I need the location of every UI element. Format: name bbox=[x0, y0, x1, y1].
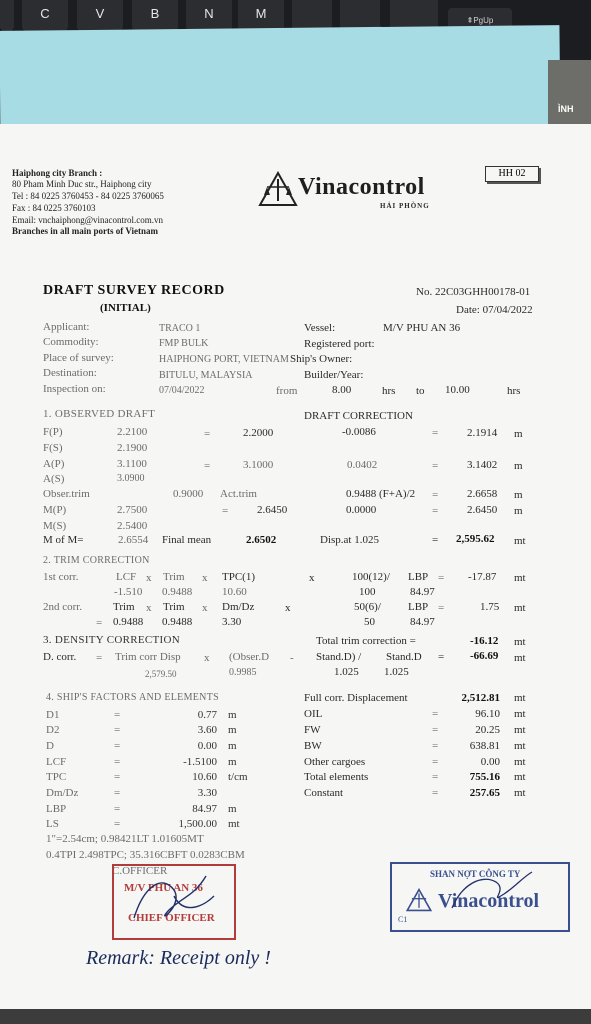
vessel-label: Vessel: bbox=[304, 322, 336, 334]
equals: = bbox=[222, 505, 229, 517]
factor-label: TPC bbox=[46, 771, 67, 783]
ap-label: A(P) bbox=[43, 458, 65, 470]
mid-correction: 0.0000 bbox=[346, 504, 377, 516]
element-unit: mt bbox=[514, 724, 526, 736]
equals: = bbox=[114, 756, 121, 768]
equals: = bbox=[432, 505, 439, 517]
factor-value: -1.5100 bbox=[183, 756, 217, 768]
company-logo bbox=[258, 171, 298, 212]
keyboard-key-b: B bbox=[132, 0, 178, 32]
factor-unit: m bbox=[228, 803, 237, 815]
conversion-line: 0.4TPI 2.498TPC; 35.316CBFT 0.0283CBM bbox=[46, 849, 245, 861]
factor-label: Dm/Dz bbox=[46, 787, 79, 799]
section-title: 2. TRIM CORRECTION bbox=[43, 555, 150, 566]
element-label: FW bbox=[304, 724, 321, 736]
factor-value: 0.77 bbox=[197, 709, 217, 721]
destination-label: Destination: bbox=[43, 367, 97, 379]
equals: = bbox=[204, 460, 211, 472]
element-label: Total elements bbox=[304, 771, 369, 783]
unit: mt bbox=[514, 535, 526, 547]
branch-line: Fax : 84 0225 3760103 bbox=[12, 203, 96, 213]
keyboard-key-m: M bbox=[238, 0, 284, 32]
keyboard-key-c: C bbox=[22, 0, 68, 32]
total-trim-label: Total trim correction = bbox=[316, 635, 416, 647]
act-trim-label: Act.trim bbox=[220, 488, 257, 500]
branch-line: Tel : 84 0225 3760453 - 84 0225 3760065 bbox=[12, 191, 164, 201]
formula-term: Trim bbox=[163, 571, 185, 583]
element-unit: mt bbox=[514, 771, 526, 783]
branch-line: 80 Pham Minh Duc str., Haiphong city bbox=[12, 179, 152, 189]
ms-value: 2.5400 bbox=[117, 520, 148, 532]
factor-value: 1,500.00 bbox=[178, 818, 217, 830]
formula-value: 84.97 bbox=[410, 616, 435, 628]
element-unit: mt bbox=[514, 708, 526, 720]
form-code: HH 02 bbox=[485, 166, 539, 182]
vessel-stamp bbox=[112, 864, 236, 940]
aft-correction: 0.0402 bbox=[347, 459, 378, 471]
formula-value: 100 bbox=[359, 586, 376, 598]
fp-label: F(P) bbox=[43, 426, 63, 438]
logo-name: Vinacontrol bbox=[298, 174, 425, 200]
first-corr-value: -17.87 bbox=[468, 571, 497, 583]
unit: mt bbox=[514, 602, 526, 614]
record-subtitle: (INITIAL) bbox=[100, 302, 151, 314]
formula-value: -1.510 bbox=[114, 586, 143, 598]
equals: = bbox=[114, 787, 121, 799]
keyboard-key-n: N bbox=[186, 0, 232, 32]
keyboard-key-pgup: ⇞PgUp bbox=[448, 8, 512, 32]
formula-term: Stand.D bbox=[386, 651, 422, 663]
branch-line: Branches in all main ports of Vietnam bbox=[12, 226, 159, 236]
factor-unit: m bbox=[228, 724, 237, 736]
formula-value: 1.025 bbox=[384, 666, 409, 678]
as-value: 3.0900 bbox=[117, 473, 145, 484]
factor-unit: m bbox=[228, 709, 237, 721]
fp-value: 2.2100 bbox=[117, 426, 148, 438]
mp-label: M(P) bbox=[43, 504, 67, 516]
formula-term: LBP bbox=[408, 571, 429, 583]
second-corr-value: 1.75 bbox=[480, 601, 500, 613]
formula-value: 0.9488 bbox=[162, 586, 193, 598]
equals: = bbox=[96, 617, 103, 629]
section-title: 1. OBSERVED DRAFT bbox=[43, 408, 156, 420]
density-corr-value: -66.69 bbox=[470, 650, 499, 662]
factor-label: D1 bbox=[46, 709, 60, 721]
equals: = bbox=[204, 428, 211, 440]
formula-value: 50 bbox=[364, 616, 375, 628]
fore-mean: 2.2000 bbox=[243, 427, 274, 439]
from-value: 8.00 bbox=[332, 384, 352, 396]
density-corr-label: D. corr. bbox=[43, 651, 77, 663]
section-title: 4. SHIP'S FACTORS AND ELEMENTS bbox=[46, 692, 219, 703]
mid-mean: 2.6450 bbox=[257, 504, 288, 516]
formula-term: (Obser.D bbox=[229, 651, 270, 663]
mid-corrected: 2.6450 bbox=[467, 504, 498, 516]
element-value: 257.65 bbox=[469, 787, 500, 799]
formula-term: TPC(1) bbox=[222, 571, 255, 583]
formula-value: 10.60 bbox=[222, 586, 247, 598]
formula-term: Trim corr Disp bbox=[115, 651, 181, 663]
element-value: 0.00 bbox=[480, 756, 500, 768]
commodity-value: FMP BULK bbox=[159, 338, 209, 349]
formula-term: Trim bbox=[163, 601, 185, 613]
owner-label: Ship's Owner: bbox=[290, 353, 353, 365]
factor-label: LS bbox=[46, 818, 59, 830]
formula-value: 3.30 bbox=[222, 616, 242, 628]
destination-value: BITULU, MALAYSIA bbox=[159, 370, 253, 381]
factor-label: LBP bbox=[46, 803, 67, 815]
factor-value: 3.60 bbox=[197, 724, 217, 736]
final-mean-label: Final mean bbox=[162, 534, 212, 546]
formula-op: x bbox=[202, 602, 208, 614]
hrs-label: hrs bbox=[382, 385, 396, 397]
equals: = bbox=[114, 709, 121, 721]
total-trim-value: -16.12 bbox=[470, 635, 499, 647]
element-unit: mt bbox=[514, 692, 526, 704]
element-value: 20.25 bbox=[475, 724, 500, 736]
equals: = bbox=[432, 787, 439, 799]
formula-value: 2,579.50 bbox=[145, 669, 177, 679]
displacement-label: Disp.at 1.025 bbox=[320, 534, 379, 546]
equals: = bbox=[432, 489, 439, 501]
vinacontrol-stamp bbox=[390, 862, 570, 932]
formula-op: x bbox=[285, 602, 291, 614]
factor-value: 3.30 bbox=[197, 787, 217, 799]
fore-aft-mean: 2.6658 bbox=[467, 488, 498, 500]
equals: = bbox=[432, 756, 439, 768]
equals: = bbox=[114, 724, 121, 736]
section-title: 3. DENSITY CORRECTION bbox=[43, 634, 180, 646]
as-label: A(S) bbox=[43, 473, 65, 485]
element-label: BW bbox=[304, 740, 322, 752]
stamp-text: SHAN NỢT CÔNG TY bbox=[430, 869, 521, 879]
place-value: HAIPHONG PORT, VIETNAM bbox=[159, 354, 289, 365]
formula-op: x bbox=[204, 652, 210, 664]
mom-label: M of M= bbox=[43, 534, 84, 546]
fs-value: 2.1900 bbox=[117, 442, 148, 454]
equals: = bbox=[438, 572, 445, 584]
from-label: from bbox=[276, 385, 298, 397]
unit: mt bbox=[514, 572, 526, 584]
draft-survey-sheet bbox=[0, 124, 591, 1009]
vessel-value: M/V PHU AN 36 bbox=[383, 322, 461, 334]
obser-trim-value: 0.9000 bbox=[173, 488, 204, 500]
formula-value: 0.9488 bbox=[113, 616, 144, 628]
keyboard-key bbox=[0, 0, 14, 32]
mom-value: 2.6554 bbox=[118, 534, 149, 546]
unit: m bbox=[514, 505, 523, 517]
record-date: Date: 07/04/2022 bbox=[456, 304, 533, 316]
signature bbox=[114, 866, 234, 938]
element-label: Full corr. Displacement bbox=[304, 692, 408, 704]
draft-correction-title: DRAFT CORRECTION bbox=[304, 410, 413, 422]
formula-term: Stand.D) / bbox=[316, 651, 362, 663]
registered-port-label: Registered port: bbox=[304, 338, 375, 350]
factor-unit: m bbox=[228, 756, 237, 768]
fore-corrected: 2.1914 bbox=[467, 427, 498, 439]
element-value: 755.16 bbox=[469, 771, 500, 783]
equals: = bbox=[432, 724, 439, 736]
record-number: No. 22C03GHH00178-01 bbox=[416, 286, 531, 298]
builder-label: Builder/Year: bbox=[304, 369, 364, 381]
equals: = bbox=[114, 818, 121, 830]
obser-trim-label: Obser.trim bbox=[43, 488, 90, 500]
final-mean-value: 2.6502 bbox=[246, 534, 277, 546]
ap-value: 3.1100 bbox=[117, 458, 147, 470]
formula-op: x bbox=[309, 572, 315, 584]
to-label: to bbox=[416, 385, 425, 397]
mp-value: 2.7500 bbox=[117, 504, 148, 516]
signature bbox=[392, 864, 568, 930]
formula-term: 50(6)/ bbox=[354, 601, 381, 613]
equals: = bbox=[114, 803, 121, 815]
unit: m bbox=[514, 460, 523, 472]
equals: = bbox=[96, 652, 103, 664]
element-value: 638.81 bbox=[469, 740, 500, 752]
second-corr-label: 2nd corr. bbox=[43, 601, 83, 613]
act-trim-value: 0.9488 (F+A)/2 bbox=[346, 488, 416, 500]
element-value: 96.10 bbox=[475, 708, 500, 720]
first-corr-label: 1st corr. bbox=[43, 571, 79, 583]
formula-op: x bbox=[146, 602, 152, 614]
side-sheet-text: ÌNH bbox=[558, 104, 574, 114]
unit: m bbox=[514, 428, 523, 440]
fs-label: F(S) bbox=[43, 442, 63, 454]
keyboard-key-v: V bbox=[77, 0, 123, 32]
factor-value: 0.00 bbox=[197, 740, 217, 752]
equals: = bbox=[438, 602, 445, 614]
factor-unit: mt bbox=[228, 818, 240, 830]
factor-value: 84.97 bbox=[192, 803, 217, 815]
record-title: DRAFT SURVEY RECORD bbox=[43, 283, 225, 298]
stamp-logo-text: Vinacontrol bbox=[438, 890, 540, 912]
element-unit: mt bbox=[514, 740, 526, 752]
factor-unit: t/cm bbox=[228, 771, 248, 783]
factor-label: LCF bbox=[46, 756, 67, 768]
formula-term: LBP bbox=[408, 601, 429, 613]
officer-label: C.OFFICER bbox=[112, 865, 168, 877]
aft-corrected: 3.1402 bbox=[467, 459, 498, 471]
branch-line: Haiphong city Branch : bbox=[12, 168, 103, 178]
stamp-text: C1 bbox=[398, 915, 408, 924]
factor-unit: m bbox=[228, 740, 237, 752]
formula-value: 0.9488 bbox=[162, 616, 193, 628]
formula-op: - bbox=[290, 652, 294, 664]
equals: = bbox=[114, 740, 121, 752]
equals: = bbox=[438, 651, 445, 663]
inspection-date: 07/04/2022 bbox=[159, 385, 205, 396]
formula-term: Dm/Dz bbox=[222, 601, 255, 613]
unit: mt bbox=[514, 652, 526, 664]
bottom-shadow bbox=[0, 1009, 591, 1024]
element-label: Other cargoes bbox=[304, 756, 366, 768]
factor-label: D2 bbox=[46, 724, 60, 736]
element-label: Constant bbox=[304, 787, 344, 799]
equals: = bbox=[114, 771, 121, 783]
hrs-label: hrs bbox=[507, 385, 521, 397]
commodity-label: Commodity: bbox=[43, 336, 99, 348]
factor-label: D bbox=[46, 740, 54, 752]
equals: = bbox=[432, 771, 439, 783]
formula-value: 1.025 bbox=[334, 666, 359, 678]
place-label: Place of survey: bbox=[43, 352, 114, 364]
handwritten-remark: Remark: Receipt only ! bbox=[86, 947, 271, 969]
scale-icon bbox=[258, 171, 298, 207]
unit: m bbox=[514, 489, 523, 501]
conversion-line: 1"=2.54cm; 0.98421LT 1.01605MT bbox=[46, 833, 204, 845]
equals: = bbox=[432, 460, 439, 472]
aft-mean: 3.1000 bbox=[243, 459, 274, 471]
branch-line: Email: vnchaiphong@vinacontrol.com.vn bbox=[12, 215, 164, 225]
equals: = bbox=[432, 708, 439, 720]
element-unit: mt bbox=[514, 756, 526, 768]
logo-subtitle: HẢI PHÒNG bbox=[380, 202, 430, 210]
formula-term: 100(12)/ bbox=[352, 571, 390, 583]
equals: = bbox=[432, 740, 439, 752]
element-label: OIL bbox=[304, 708, 323, 720]
to-value: 10.00 bbox=[445, 384, 470, 396]
formula-op: x bbox=[202, 572, 208, 584]
ms-label: M(S) bbox=[43, 520, 67, 532]
equals: = bbox=[432, 534, 439, 546]
stamp-text: M/V PHU AN 36 bbox=[124, 882, 203, 894]
formula-op: x bbox=[146, 572, 152, 584]
formula-term: Trim bbox=[113, 601, 135, 613]
displacement-value: 2,595.62 bbox=[456, 533, 495, 545]
element-unit: mt bbox=[514, 787, 526, 799]
formula-value: 0.9985 bbox=[229, 667, 257, 678]
fore-correction: -0.0086 bbox=[342, 426, 376, 438]
equals: = bbox=[432, 427, 439, 439]
unit: mt bbox=[514, 636, 526, 648]
formula-value: 84.97 bbox=[410, 586, 435, 598]
inspection-label: Inspection on: bbox=[43, 383, 106, 395]
factor-value: 10.60 bbox=[192, 771, 217, 783]
applicant-value: TRACO 1 bbox=[159, 323, 201, 334]
stamp-text: CHIEF OFFICER bbox=[128, 912, 215, 924]
formula-term: LCF bbox=[116, 571, 137, 583]
element-value: 2,512.81 bbox=[461, 692, 500, 704]
applicant-label: Applicant: bbox=[43, 321, 90, 333]
